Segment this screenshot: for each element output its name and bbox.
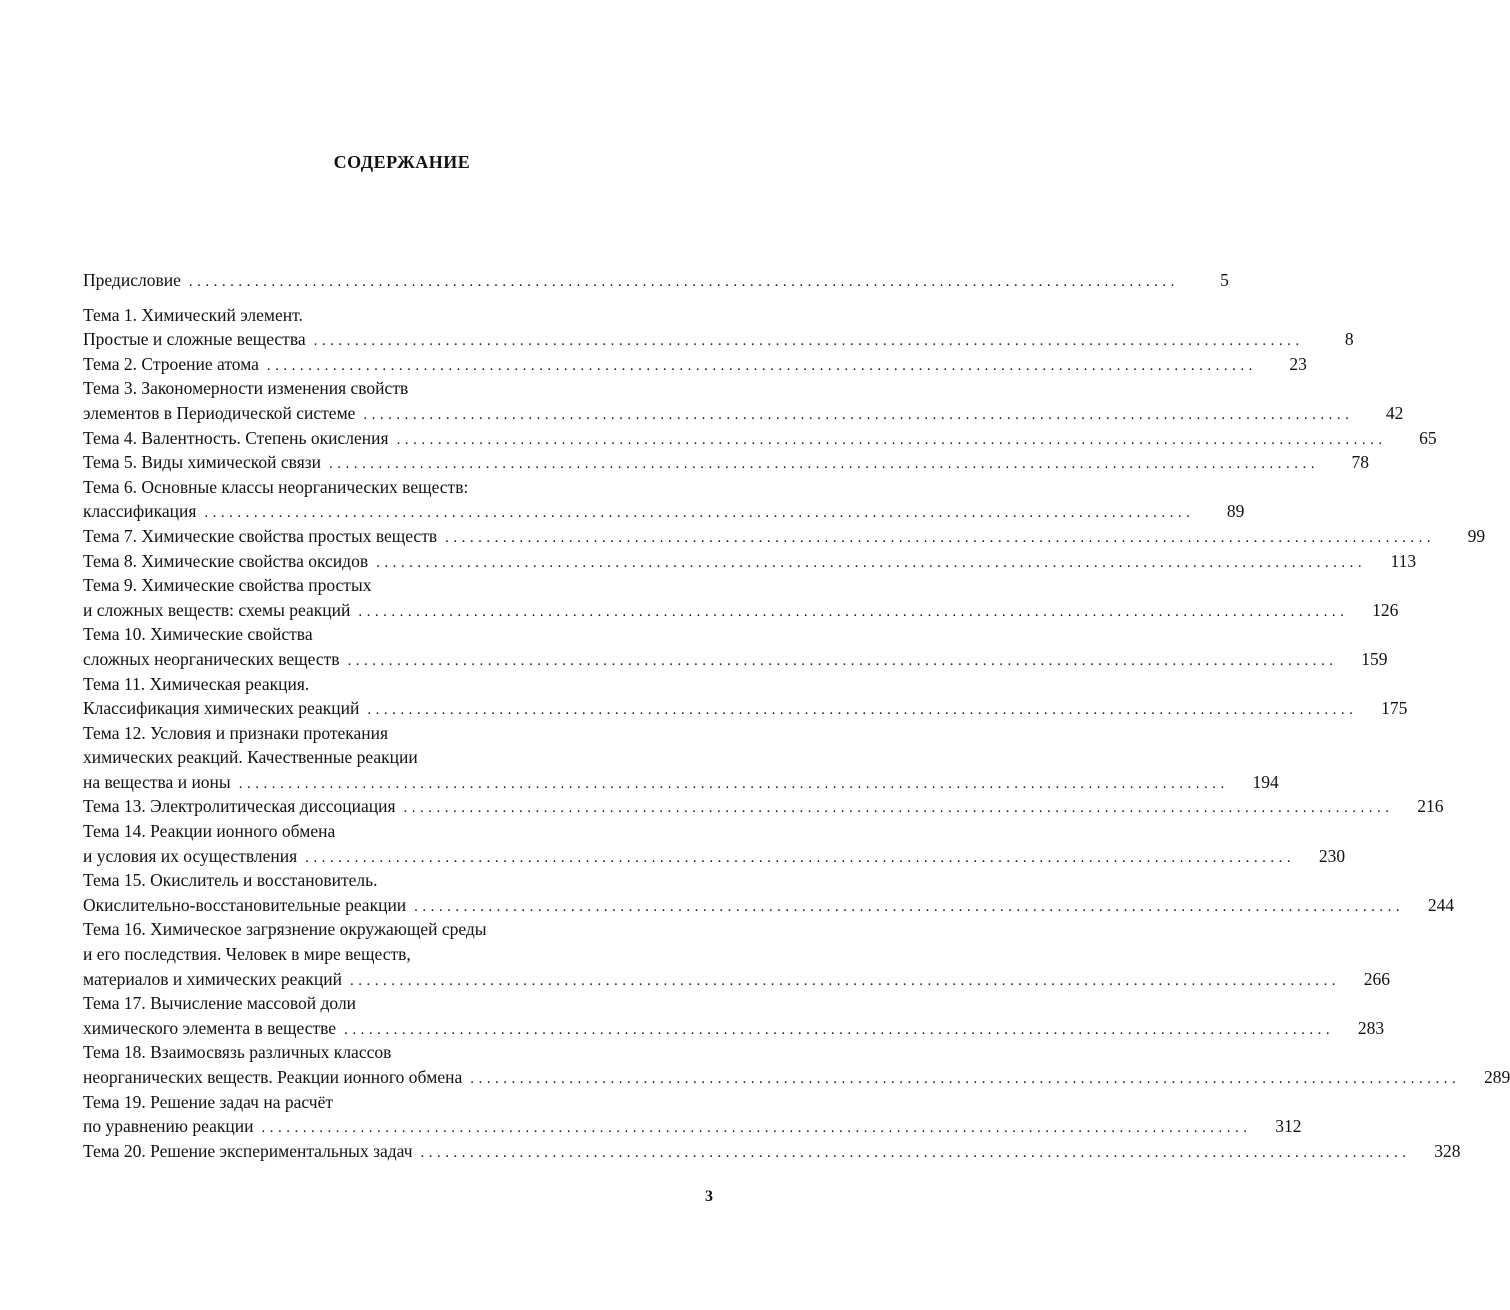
toc-page-number: 113: [1390, 550, 1417, 571]
toc-entry-title: материалов и химических реакций: [83, 968, 342, 989]
toc-line: [83, 770, 1279, 795]
table-of-contents: [83, 268, 1510, 1163]
toc-entry-title: Тема 17. Вычисление массовой доли: [83, 993, 357, 1014]
toc-entry-title: и его последствия. Человек в мире веществ,: [83, 944, 411, 965]
toc-entry-title: Тема 18. Взаимосвязь различных классов: [83, 1042, 392, 1063]
toc-entry-title: Окислительно-восстановительные реакции: [83, 894, 407, 915]
toc-entry: [83, 819, 1346, 868]
toc-line: [83, 1065, 1510, 1090]
toc-line: [83, 942, 719, 967]
dot-leader: ........................................................................................................................: [238, 775, 1229, 792]
toc-entry-title: Тема 16. Химическое загрязнение окружающей среды: [83, 919, 487, 940]
dot-leader: ........................................................................................................................: [204, 505, 1195, 522]
dot-leader: ........................................................................................................................: [261, 1120, 1252, 1137]
page-title: СОДЕРЖАНИЕ: [333, 152, 471, 172]
toc-entry-title: химических реакций. Качественные реакции: [83, 747, 418, 768]
dot-leader: ........................................................................................................................: [420, 1144, 1411, 1161]
dot-leader: ........................................................................................................................: [347, 652, 1338, 669]
dot-leader: ........................................................................................................................: [350, 972, 1340, 989]
toc-entry: [83, 426, 1437, 451]
dot-leader: ........................................................................................................................: [305, 849, 1296, 866]
toc-entry-title: Тема 5. Виды химической связи: [83, 452, 322, 473]
toc-line: [83, 268, 1229, 293]
dot-leader: ........................................................................................................................: [367, 702, 1358, 719]
toc-line: [83, 524, 1486, 549]
toc-entry-title: и условия их осуществления: [83, 845, 298, 866]
toc-line: [83, 721, 719, 746]
toc-entry-title: сложных неорганических веществ: [83, 648, 340, 669]
toc-entry: [83, 1090, 1302, 1139]
dot-leader: ........................................................................................................................: [358, 603, 1349, 620]
toc-entry-title: Тема 4. Валентность. Степень окисления: [83, 427, 389, 448]
toc-line: [83, 401, 1404, 426]
toc-line: [83, 1139, 1461, 1164]
dot-leader: ........................................................................................................................: [414, 898, 1405, 915]
toc-entry: [83, 991, 1385, 1040]
toc-line: [83, 917, 719, 942]
dot-leader: ........................................................................................................................: [329, 456, 1320, 473]
toc-line: [83, 549, 1417, 574]
toc-line: [83, 376, 719, 401]
toc-entry-title: Тема 8. Химические свойства оксидов: [83, 550, 369, 571]
toc-line: [83, 1114, 1302, 1139]
toc-entry-title: Тема 13. Электролитическая диссоциация: [83, 796, 396, 817]
toc-line: [83, 352, 1307, 377]
dot-leader: ........................................................................................................................: [266, 357, 1257, 374]
toc-line: [83, 426, 1437, 451]
toc-entry: [83, 1040, 1510, 1089]
toc-line: [83, 672, 719, 697]
toc-page-number: 230: [1318, 845, 1346, 866]
toc-line: [83, 745, 719, 770]
toc-entry: [83, 1139, 1461, 1164]
toc-entry-title: Простые и сложные вещества: [83, 329, 306, 350]
toc-entry: [83, 794, 1444, 819]
toc-entry-title: Тема 11. Химическая реакция.: [83, 673, 310, 694]
toc-page-number: 8: [1344, 329, 1354, 350]
toc-entry-title: Предисловие: [83, 270, 181, 290]
dot-leader: ........................................................................................................................: [403, 800, 1394, 817]
toc-entry-title: Тема 3. Закономерности изменения свойств: [83, 378, 409, 399]
toc-line: [83, 868, 719, 893]
toc-page-number: 216: [1417, 796, 1444, 817]
toc-line: [83, 598, 1399, 623]
toc-entry-title: Тема 2. Строение атома: [83, 353, 259, 374]
toc-line: [83, 475, 719, 500]
toc-page-number: 23: [1289, 353, 1307, 374]
dot-leader: ........................................................................................................................: [188, 274, 1179, 290]
toc-entry: [83, 721, 1279, 795]
toc-entry-title: на вещества и ионы: [83, 771, 231, 792]
toc-line: [83, 1090, 719, 1115]
toc-entry: [83, 549, 1417, 574]
toc-line: [83, 303, 719, 328]
toc-page-number: 42: [1385, 402, 1404, 423]
toc-entry-title: Тема 6. Основные классы неорганических веществ:: [83, 476, 469, 497]
toc-page-number: 194: [1252, 771, 1279, 792]
toc-page-number: 312: [1275, 1116, 1302, 1137]
toc-line: [83, 647, 1388, 672]
toc-line: [83, 844, 1346, 869]
toc-page-number: 289: [1484, 1067, 1510, 1087]
toc-entry-title: Тема 12. Условия и признаки протекания: [83, 722, 389, 743]
dot-leader: ........................................................................................................................: [363, 406, 1354, 423]
toc-entry-title: Тема 7. Химические свойства простых веществ: [83, 525, 438, 546]
toc-entry: [83, 352, 1307, 377]
toc-entry-title: неорганических веществ. Реакции ионного обмена: [83, 1067, 463, 1087]
toc-page-number: 99: [1467, 525, 1486, 546]
toc-entry-title: Тема 1. Химический элемент.: [83, 304, 303, 325]
toc-entry: [83, 868, 1455, 917]
toc-page-number: 266: [1363, 968, 1390, 989]
toc-entry: [83, 303, 1354, 352]
toc-entry: [83, 376, 1404, 425]
toc-line: [83, 991, 719, 1016]
toc-line: [83, 1016, 1385, 1041]
toc-entry-title: Тема 10. Химические свойства: [83, 624, 313, 645]
toc-page-number: 126: [1372, 599, 1399, 620]
toc-entry-title: и сложных веществ: схемы реакций: [83, 599, 351, 620]
toc-page-number: 283: [1357, 1017, 1385, 1038]
toc-page-number: 89: [1226, 501, 1245, 522]
toc-page-number: 175: [1381, 698, 1408, 719]
toc-entry-title: по уравнению реакции: [83, 1116, 254, 1137]
toc-entry: [83, 672, 1408, 721]
toc-line: [83, 450, 1370, 475]
page-number: 3: [705, 1188, 713, 1205]
toc-page-number: 5: [1220, 270, 1229, 290]
toc-line: [83, 622, 719, 647]
toc-page-number: 159: [1361, 648, 1388, 669]
toc-entry-title: Тема 19. Решение задач на расчёт: [83, 1091, 334, 1112]
dot-leader: ........................................................................................................................: [396, 431, 1387, 448]
toc-entry-title: Тема 9. Химические свойства простых: [83, 575, 372, 596]
toc-page-number: 328: [1434, 1140, 1461, 1161]
toc-entry: [83, 622, 1388, 671]
toc-page-number: 244: [1427, 894, 1455, 915]
toc-entry: [83, 475, 1245, 524]
dot-leader: ........................................................................................................................: [376, 554, 1367, 571]
dot-leader: ........................................................................................................................: [313, 333, 1304, 350]
toc-entry: [83, 917, 1390, 991]
dot-leader: ........................................................................................................................: [470, 1071, 1461, 1087]
toc-line: [83, 573, 719, 598]
toc-line: [83, 794, 1444, 819]
toc-entry: [83, 524, 1486, 549]
toc-entry-title: Тема 14. Реакции ионного обмена: [83, 821, 336, 842]
toc-entry: [83, 450, 1370, 475]
toc-entry: [83, 573, 1399, 622]
toc-page-number: 78: [1351, 452, 1370, 473]
toc-entry-title: химического элемента в веществе: [83, 1017, 337, 1038]
toc-line: [83, 499, 1245, 524]
dot-leader: ........................................................................................................................: [445, 529, 1436, 546]
toc-line: [83, 1040, 719, 1065]
toc-entry-title: Тема 20. Решение экспериментальных задач: [83, 1140, 413, 1161]
toc-entry-title: Классификация химических реакций: [83, 698, 360, 719]
dot-leader: ........................................................................................................................: [344, 1021, 1335, 1038]
toc-line: [83, 696, 1408, 721]
toc-line: [83, 893, 1455, 918]
toc-page-number: 65: [1419, 427, 1437, 448]
toc-line: [83, 327, 1354, 352]
toc-line: [83, 967, 1390, 992]
toc-line: [83, 819, 719, 844]
toc-entry-title: классификация: [83, 501, 197, 522]
toc-entry-title: Тема 15. Окислитель и восстановитель.: [83, 870, 378, 891]
toc-entry-title: элементов в Периодической системе: [83, 402, 356, 423]
toc-entry: [83, 268, 1229, 293]
